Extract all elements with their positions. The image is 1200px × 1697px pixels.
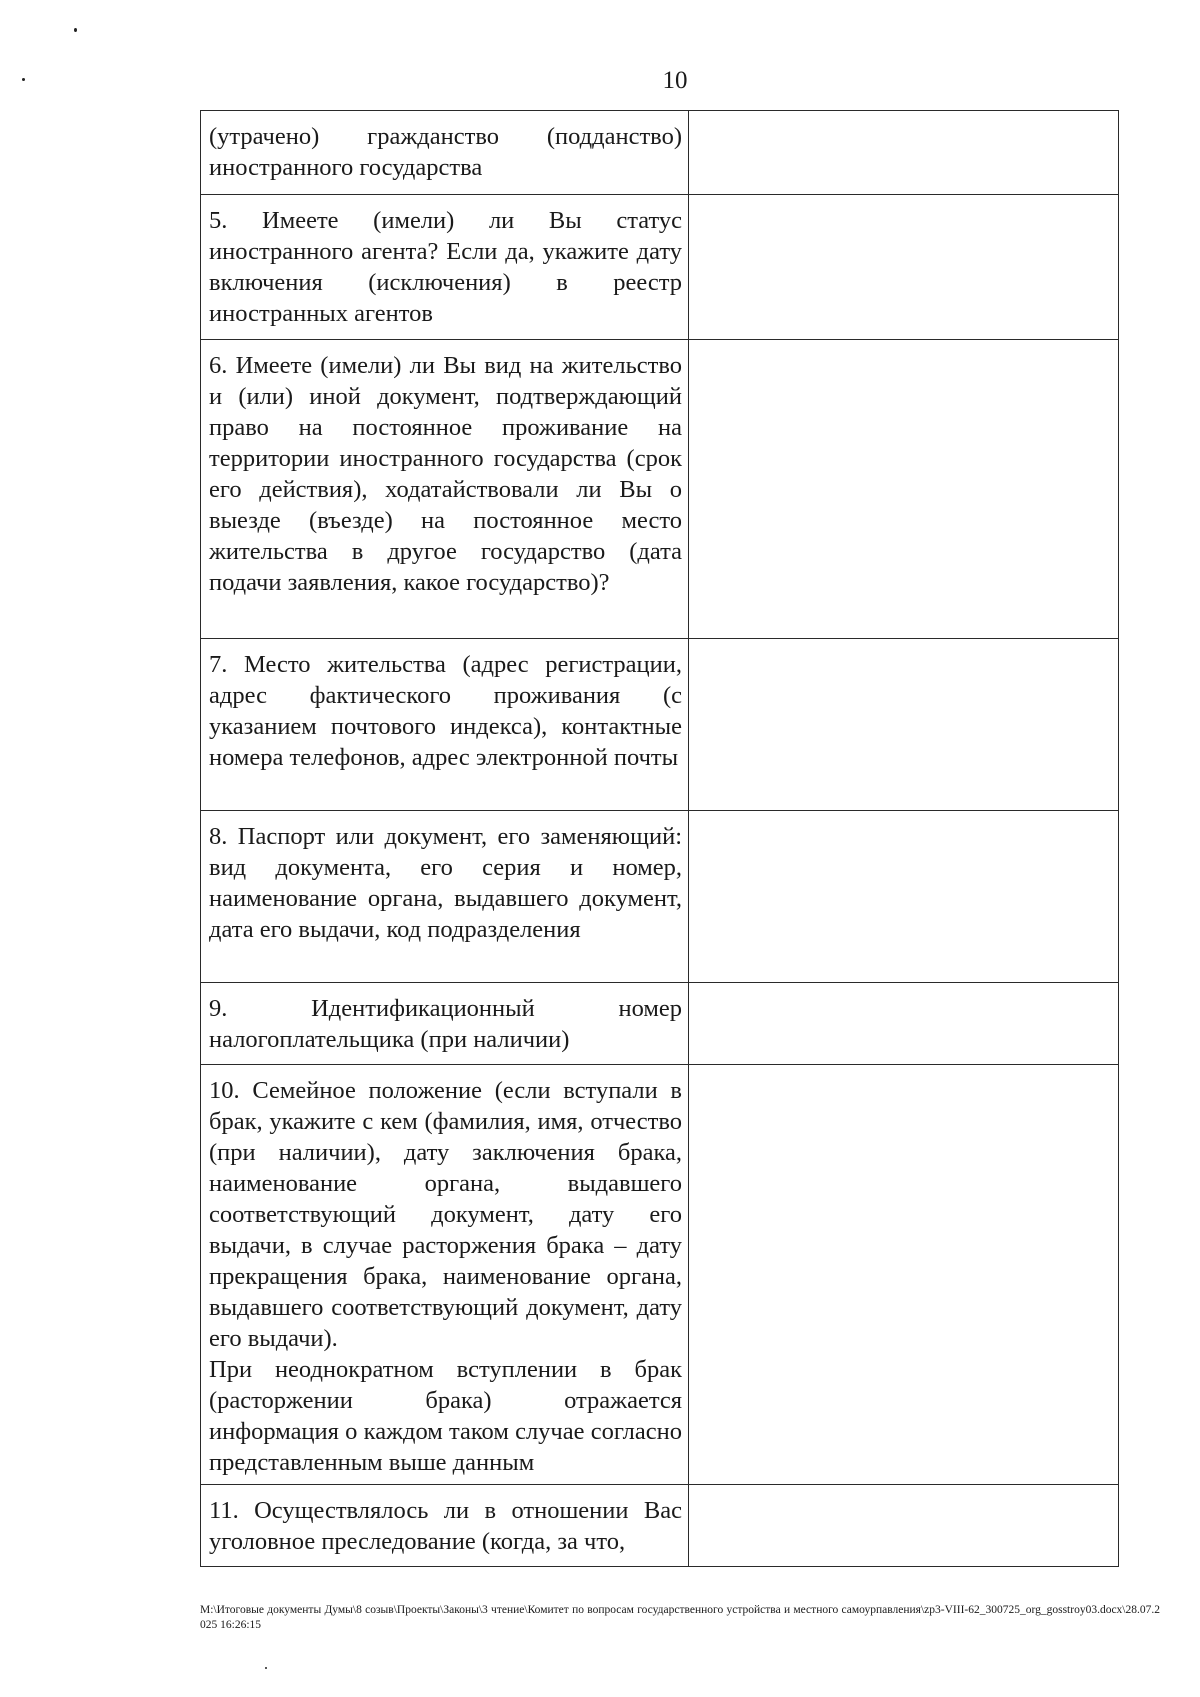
question-text: (утрачено) гражданство (подданство) иностранного государства [209,123,682,181]
answer-cell [689,1485,1119,1567]
question-cell [201,340,689,639]
answer-cell [689,340,1119,639]
question-text: 7. Место жительства (адрес регистрации, адрес фактического проживания (с указанием почтового индекса), контактные номера телефонов, адрес электронной почты [209,651,682,771]
table-row [201,983,1119,1065]
file-path-footer: М:\Итоговые документы Думы\8 созыв\Проекты\Законы\3 чтение\Комитет по вопросам государственного устройства и местного самоурпавления\zp3-VIII-62_300725_org_gosstroy03.docx\28.07.2025 16:26:15 [200,1604,1160,1631]
question-cell [201,1485,689,1567]
question-cell [201,983,689,1065]
question-text: 10. Семейное положение (если вступали в брак, укажите с кем (фамилия, имя, отчество (при наличии), дату заключения брака, наименование органа, выдавшего соответствующий документ, дату его выдачи, в случае расторжения брака – дату прекращения брака, наименование органа, выдавшего соответствующий документ, дату его выдачи). [209,1077,682,1352]
question-text: 11. Осуществлялось ли в отношении Вас уголовное преследование (когда, за что, [209,1497,682,1555]
page-number: 10 [662,67,688,94]
question-text: 5. Имеете (имели) ли Вы статус иностранного агента? Если да, укажите дату включения (исключения) в реестр иностранных агентов [209,207,682,327]
question-cell [201,195,689,340]
question-text: 8. Паспорт или документ, его заменяющий: вид документа, его серия и номер, наименование органа, выдавшего документ, дата его выдачи, код подразделения [209,823,682,943]
questionnaire-table [200,110,1119,1567]
table-row [201,1065,1119,1485]
table-row [201,195,1119,340]
answer-cell [689,639,1119,811]
question-cell [201,811,689,983]
question-cell [201,1065,689,1485]
scan-speck [74,28,77,32]
answer-cell [689,811,1119,983]
table-row [201,1485,1119,1567]
answer-cell [689,1065,1119,1485]
question-text: 6. Имеете (имели) ли Вы вид на жительство и (или) иной документ, подтверждающий право на постоянное проживание на территории иностранного государства (срок его действия), ходатайствовали ли Вы о выезде (въезде) на постоянное место жительства в другое государство (дата подачи заявления, какое государство)? [209,352,682,596]
table-row [201,811,1119,983]
question-text: При неоднократном вступлении в брак (расторжении брака) отражается информация о каждом таком случае согласно представленным выше данным [209,1356,682,1476]
question-cell [201,639,689,811]
scan-speck [265,1667,267,1669]
question-text: 9. Идентификационный номер налогоплательщика (при наличии) [209,995,682,1053]
scan-speck [22,78,25,81]
question-cell [201,111,689,195]
table-row [201,340,1119,639]
answer-cell [689,983,1119,1065]
answer-cell [689,111,1119,195]
table-row [201,639,1119,811]
answer-cell [689,195,1119,340]
table-row [201,111,1119,195]
